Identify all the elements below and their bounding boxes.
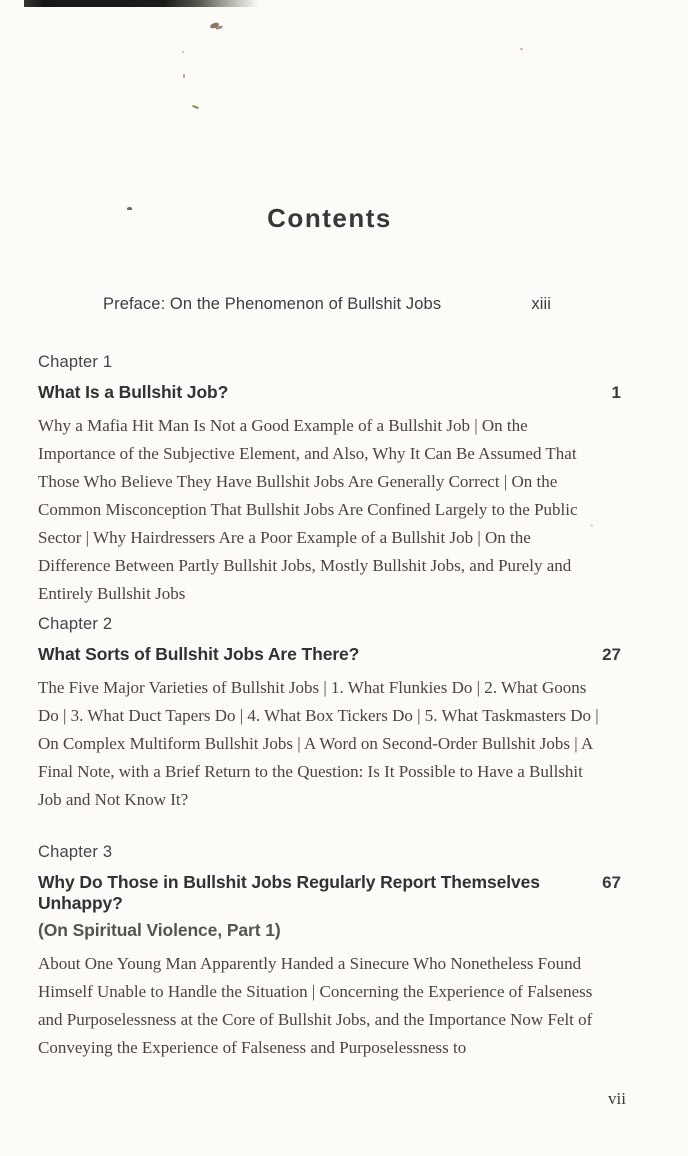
chapter-description: The Five Major Varieties of Bullshit Jobs | 1. What Flunkies Do | 2. What Goons Do | 3. What Duct Tapers Do | 4. What Box Tickers Do | 5. What Taskmasters Do | On Complex Multiform Bullshit Jobs | A Word on Second-Order Bullshit Jobs | A Final Note, with a Brief Return to the Question: Is It Possible to Have a Bullshit Job and Not Know It?: [38, 678, 599, 809]
toc-entry-chapter-1: [38, 352, 621, 608]
chapter-subtitle: (On Spiritual Violence, Part 1): [38, 920, 281, 940]
chapter-title: Why Do Those in Bullshit Jobs Regularly Report Themselves Unhappy?: [38, 872, 540, 913]
chapter-label: Chapter 2: [38, 615, 113, 633]
chapter-page-number: 1: [611, 383, 621, 402]
preface-page-number: xiii: [531, 295, 551, 313]
folio-page-number: vii: [608, 1089, 626, 1108]
chapter-title: What Is a Bullshit Job?: [38, 382, 229, 402]
chapter-title: What Sorts of Bullshit Jobs Are There?: [38, 644, 360, 664]
toc-preface-row: [103, 295, 551, 314]
chapter-title-row: [38, 872, 621, 914]
chapter-page-number: 67: [602, 873, 621, 892]
chapter-description: Why a Mafia Hit Man Is Not a Good Example of a Bullshit Job | On the Importance of the Subjective Element, and Also, Why It Can Be Assumed That Those Who Believe They Have Bullshit Jobs Are Generally Correct | On the Common Misconception That Bullshit Jobs Are Confined Largely to the Public Sector | Why Hairdressers Are a Poor Example of a Bullshit Job | On the Difference Between Partly Bullshit Jobs, Mostly Bullshit Jobs, and Purely and Entirely Bullshit Jobs: [38, 416, 578, 603]
chapter-page-number: 27: [602, 645, 621, 664]
chapter-title-row: [38, 644, 621, 665]
toc-entry-chapter-3: [38, 842, 621, 1062]
chapter-title-row: [38, 382, 621, 403]
page-title: Contents: [267, 203, 392, 233]
chapter-description: About One Young Man Apparently Handed a Sinecure Who Nonetheless Found Himself Unable to Handle the Situation | Concerning the Experience of Falseness and Purposelessness at the Core of Bullshit Jobs, and the Importance Now Felt of Conveying the Experience of Falseness and Purposelessness to: [38, 954, 593, 1057]
toc-content: [38, 0, 621, 1062]
toc-entry-chapter-2: [38, 614, 621, 814]
chapter-label: Chapter 1: [38, 353, 113, 371]
chapter-label: Chapter 3: [38, 843, 113, 861]
preface-label: Preface: On the Phenomenon of Bullshit Jobs: [103, 295, 442, 313]
